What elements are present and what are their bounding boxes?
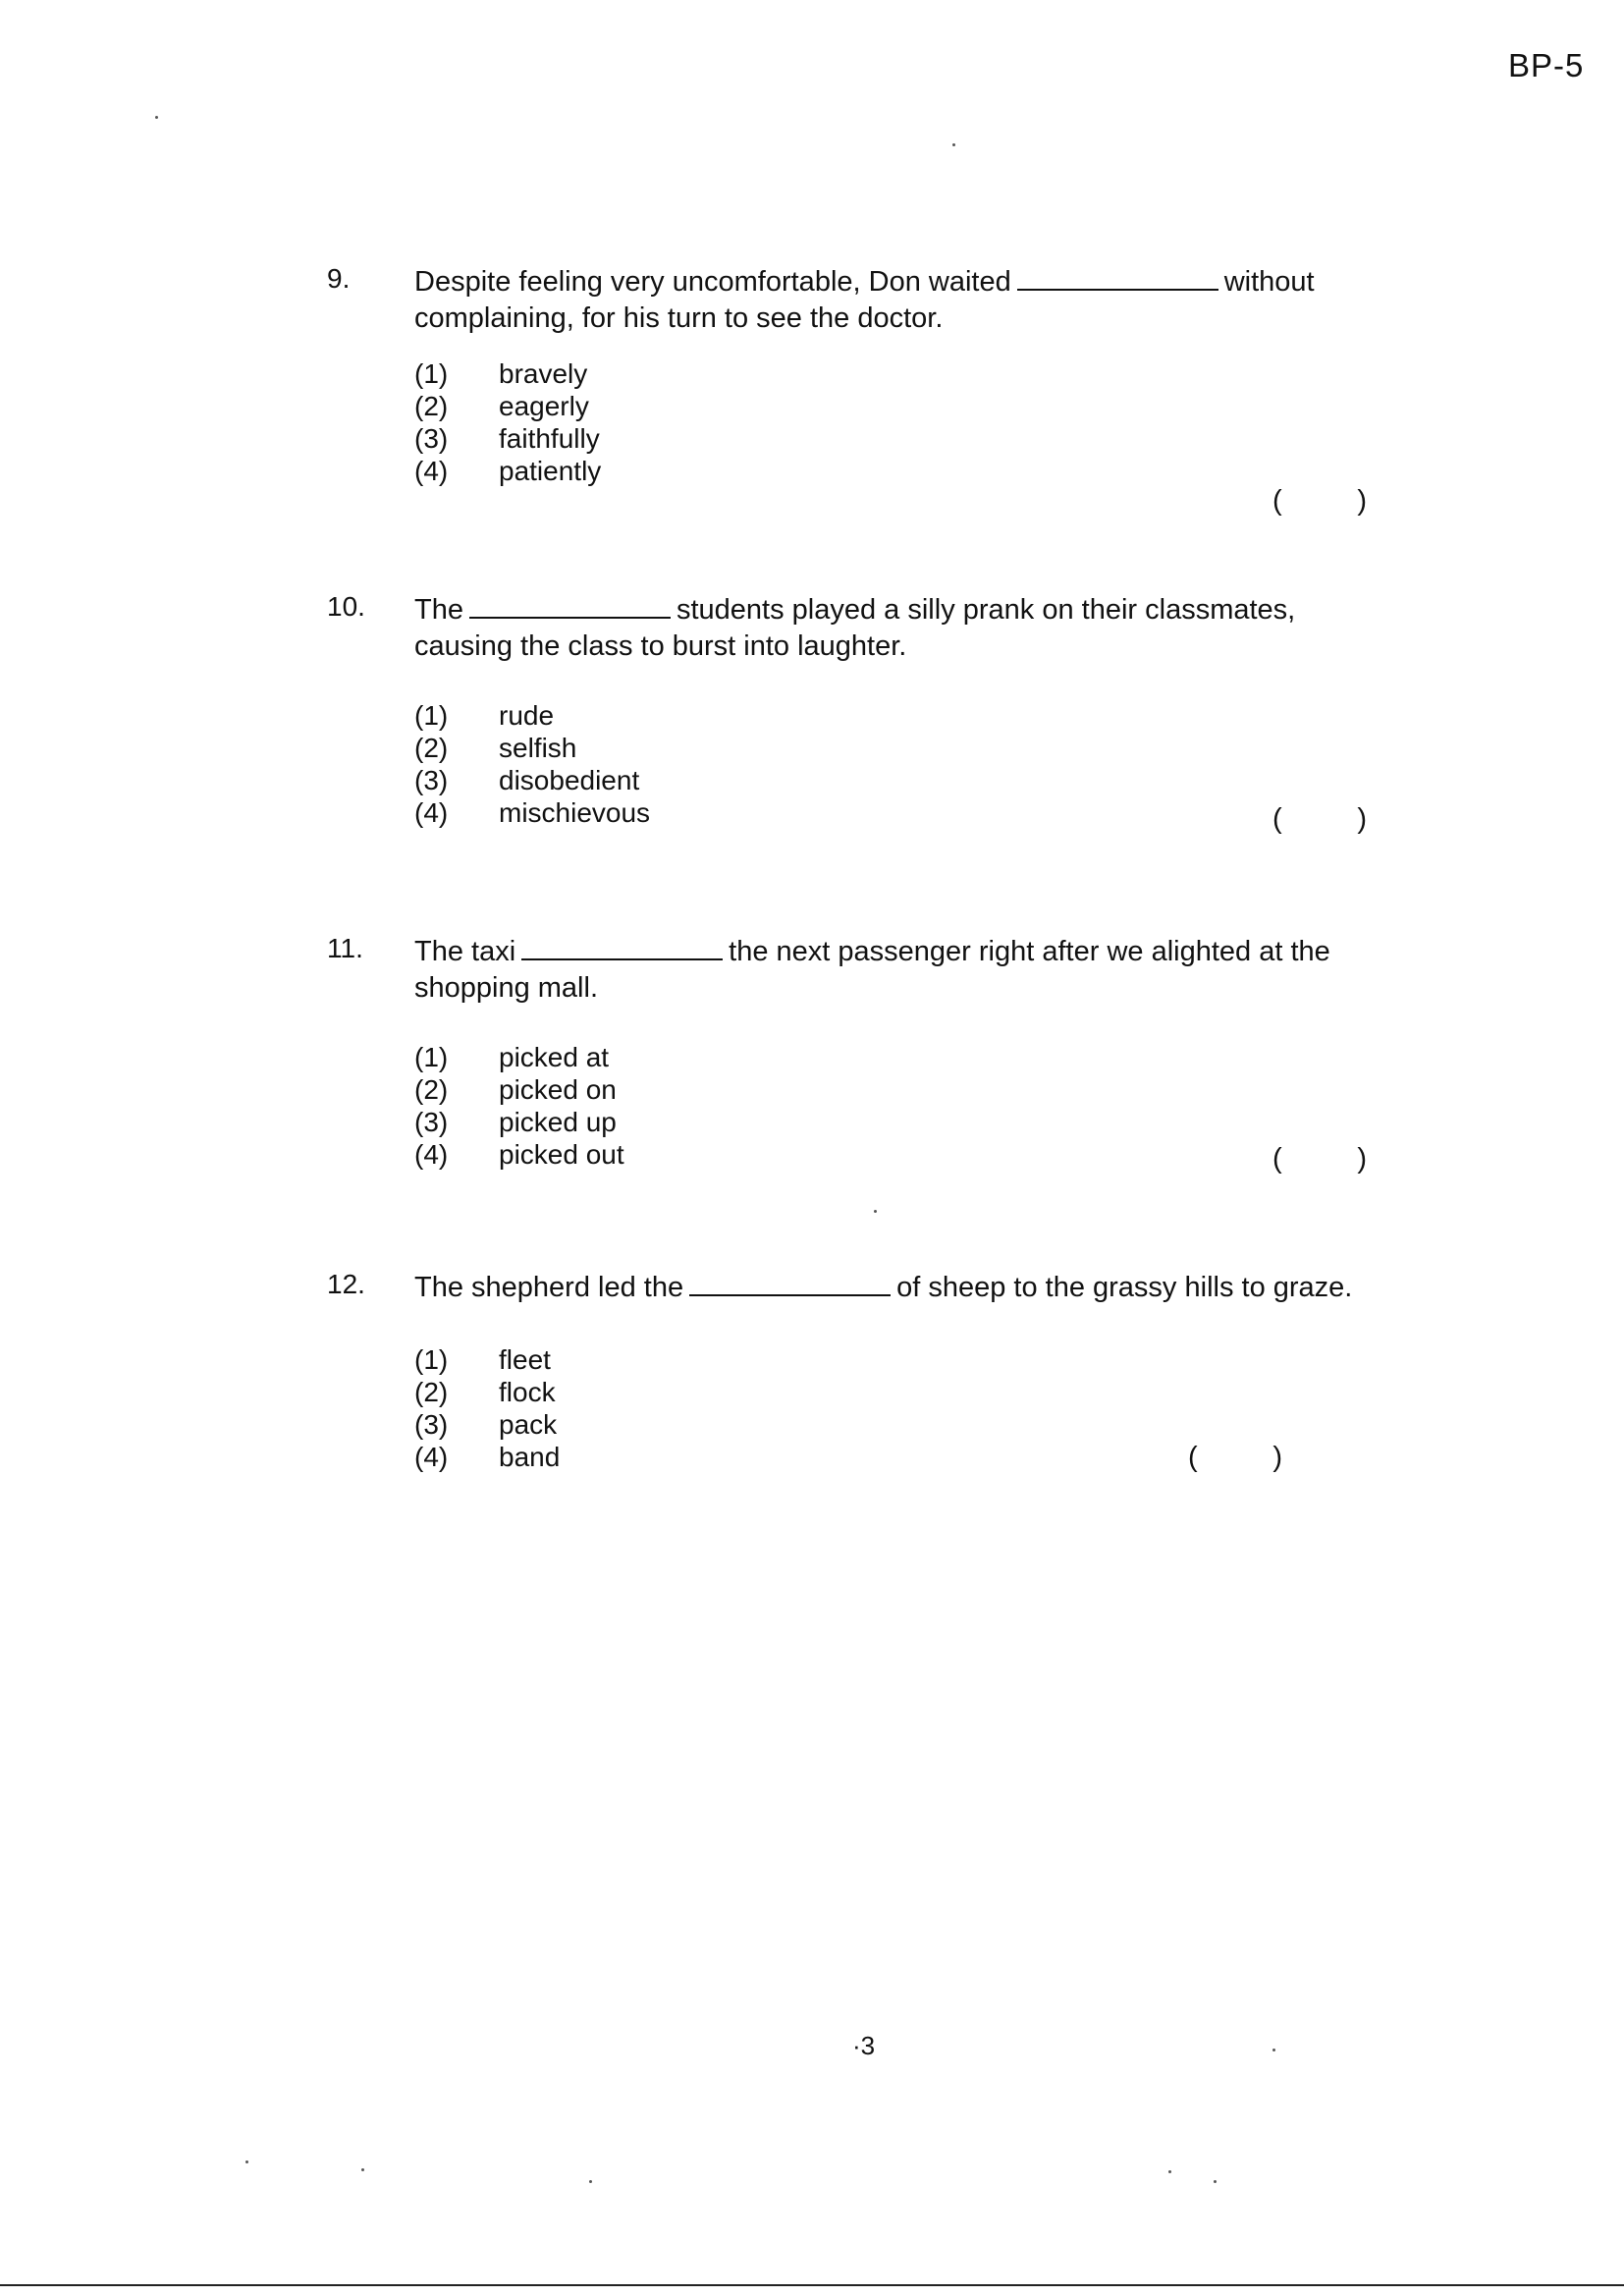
answer-blank — [689, 1269, 891, 1296]
option-text: faithfully — [499, 423, 600, 454]
option — [414, 699, 650, 732]
option-text: picked on — [499, 1074, 617, 1105]
option-text: bravely — [499, 358, 588, 389]
option-number: (4) — [414, 797, 449, 828]
bracket-open: ( — [1272, 1143, 1282, 1175]
bracket-open: ( — [1272, 485, 1282, 517]
bracket-open: ( — [1272, 803, 1282, 835]
option-number: (3) — [414, 1107, 449, 1137]
option-text: picked at — [499, 1042, 610, 1072]
stem-text-after: of sheep to the grassy hills to graze. — [896, 1272, 1353, 1303]
option — [414, 1041, 624, 1073]
option-text: picked up — [499, 1107, 617, 1137]
scan-speck — [361, 2168, 364, 2171]
answer-blank — [1017, 263, 1218, 291]
question-stem — [414, 1269, 1357, 1306]
option-text: band — [499, 1442, 561, 1472]
option — [414, 357, 601, 390]
answer-bracket — [1272, 485, 1367, 518]
scan-speck — [1272, 2049, 1275, 2051]
option-list — [414, 1041, 624, 1171]
option-text: mischievous — [499, 797, 651, 828]
option-number: (2) — [414, 391, 449, 421]
scan-speck — [589, 2180, 592, 2183]
option — [414, 422, 601, 455]
scan-speck — [874, 1210, 877, 1213]
page-code: BP-5 — [1508, 47, 1585, 83]
bracket-close: ) — [1357, 1143, 1367, 1175]
answer-bracket — [1272, 803, 1367, 836]
option — [414, 1441, 560, 1473]
option-number: (1) — [414, 1344, 449, 1375]
stem-text-before: The taxi — [414, 936, 516, 967]
option — [414, 1106, 624, 1138]
question-number: 11. — [327, 933, 363, 963]
scan-speck — [155, 116, 158, 119]
option — [414, 1138, 624, 1171]
bracket-close: ) — [1357, 485, 1367, 517]
option-number: (4) — [414, 456, 449, 486]
stem-text-before: The — [414, 594, 463, 626]
option — [414, 455, 601, 487]
page-number-value: 3 — [860, 2031, 876, 2060]
option-text: patiently — [499, 456, 602, 486]
option-number: (4) — [414, 1442, 449, 1472]
option — [414, 1376, 560, 1408]
footer-rule — [0, 2284, 1624, 2286]
question-stem — [414, 263, 1357, 337]
page-number-dot: · — [852, 2031, 861, 2060]
option-number: (3) — [414, 1409, 449, 1440]
option-text: eagerly — [499, 391, 589, 421]
option-number: (3) — [414, 423, 449, 454]
option-text: pack — [499, 1409, 558, 1440]
option-number: (1) — [414, 358, 449, 389]
option — [414, 764, 650, 796]
scan-speck — [1214, 2180, 1217, 2183]
scan-speck — [1168, 2170, 1171, 2173]
option-text: selfish — [499, 733, 577, 763]
option-list — [414, 1343, 560, 1473]
option-text: flock — [499, 1377, 556, 1407]
bracket-close: ) — [1357, 803, 1367, 835]
question-number: 9. — [327, 263, 351, 294]
option-number: (2) — [414, 1074, 449, 1105]
bracket-open: ( — [1188, 1442, 1198, 1473]
option-number: (1) — [414, 700, 449, 731]
page-number — [852, 2031, 875, 2061]
stem-text-before: Despite feeling very uncomfortable, Don waited — [414, 266, 1011, 298]
option-number: (2) — [414, 1377, 449, 1407]
option-number: (3) — [414, 765, 449, 795]
scan-speck — [952, 143, 955, 146]
option — [414, 732, 650, 764]
option-text: fleet — [499, 1344, 551, 1375]
question-number: 12. — [327, 1269, 365, 1299]
option-text: picked out — [499, 1139, 624, 1170]
option-number: (2) — [414, 733, 449, 763]
stem-text-after: students played a silly prank on their classmates, causing the class to burst into laughter. — [414, 594, 1296, 662]
option-number: (1) — [414, 1042, 449, 1072]
option-text: rude — [499, 700, 555, 731]
option — [414, 796, 650, 829]
option — [414, 1073, 624, 1106]
stem-text-after: without complaining, for his turn to see the doctor. — [414, 266, 1315, 334]
scan-speck — [245, 2160, 248, 2163]
option-list — [414, 699, 650, 829]
option-text: disobedient — [499, 765, 640, 795]
answer-bracket — [1272, 1143, 1367, 1175]
option-number: (4) — [414, 1139, 449, 1170]
option — [414, 1343, 560, 1376]
answer-bracket — [1188, 1442, 1282, 1474]
option — [414, 1408, 560, 1441]
answer-blank — [469, 591, 671, 619]
question-number: 10. — [327, 591, 365, 622]
option-list — [414, 357, 601, 487]
answer-blank — [521, 933, 723, 960]
option — [414, 390, 601, 422]
stem-text-after: the next passenger right after we alighted at the shopping mall. — [414, 936, 1330, 1004]
question-stem — [414, 591, 1357, 665]
question-stem — [414, 933, 1357, 1007]
stem-text-before: The shepherd led the — [414, 1272, 684, 1303]
bracket-close: ) — [1272, 1442, 1282, 1473]
